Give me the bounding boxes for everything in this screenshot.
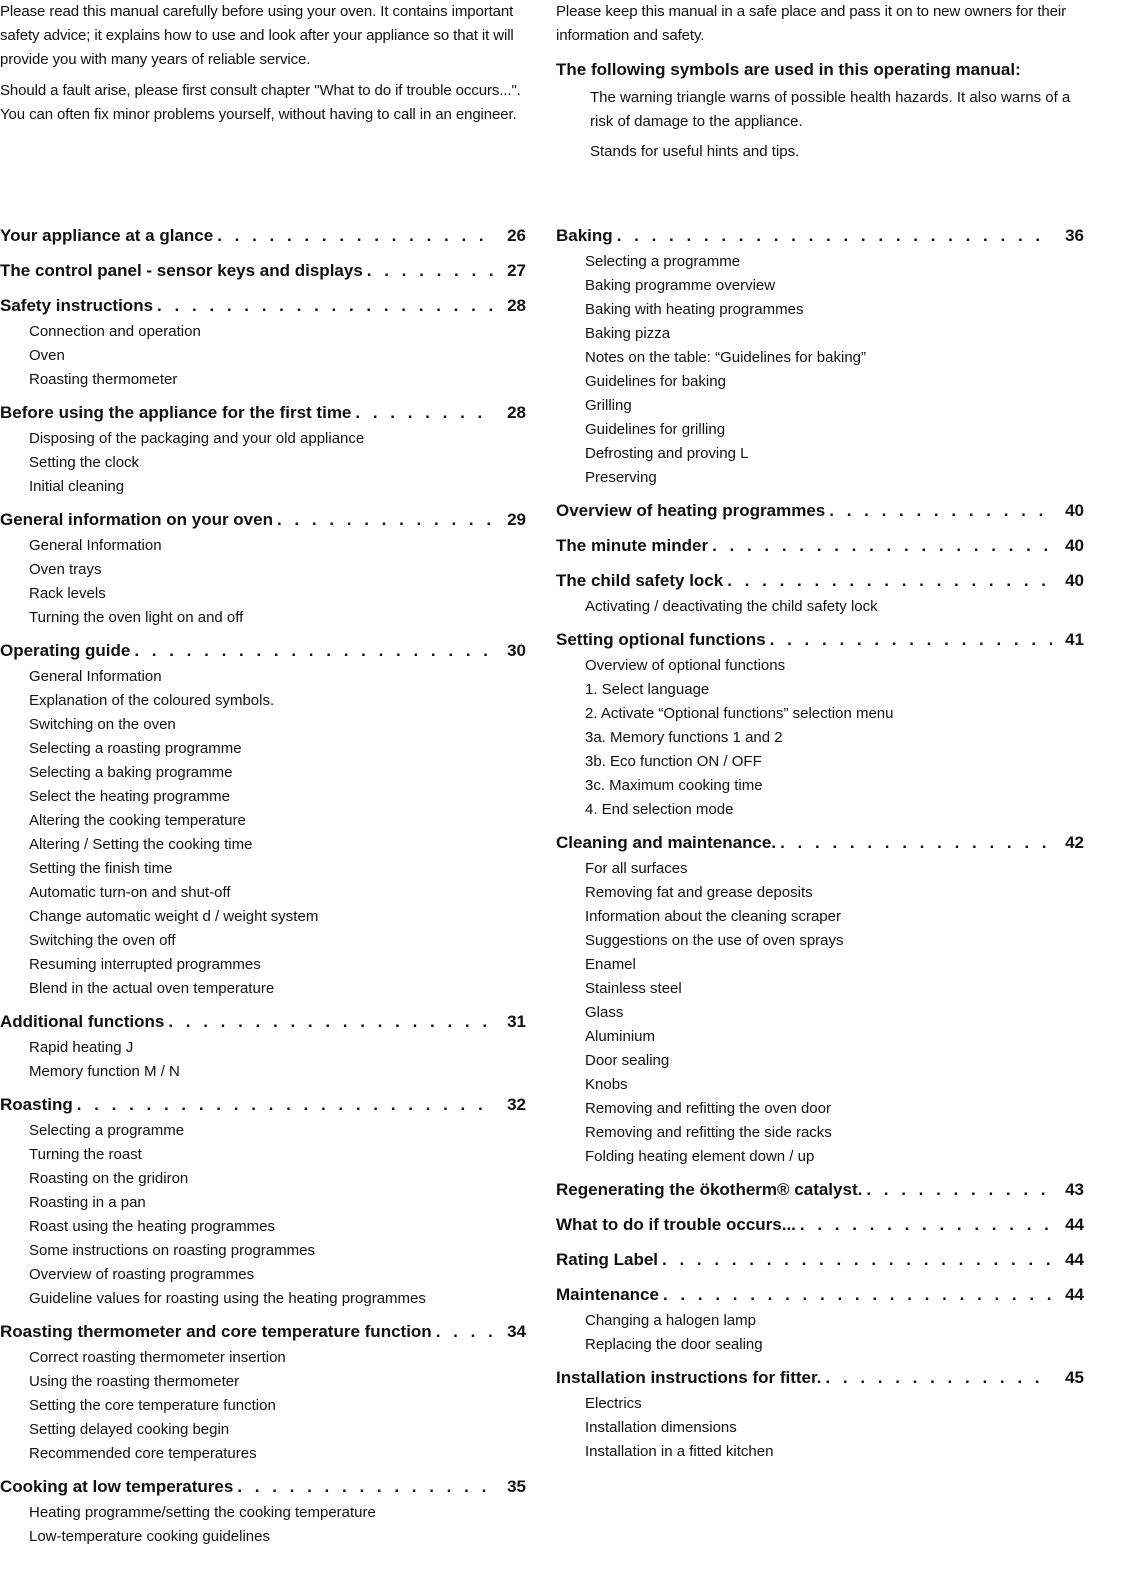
toc-entry <box>0 399 526 499</box>
toc-subentry: Rack levels <box>29 585 106 602</box>
toc-heading <box>0 1091 526 1119</box>
toc-page-number: 30 <box>507 641 526 660</box>
toc-subentry: Initial cleaning <box>29 478 125 495</box>
toc-page-number: 34 <box>507 1322 526 1341</box>
toc-subentry: Explanation of the coloured symbols. <box>29 692 275 709</box>
toc-entry <box>556 567 1084 619</box>
toc-page-number: 40 <box>1065 571 1084 590</box>
toc-subentry: Setting the clock <box>29 454 140 471</box>
dot-leader <box>217 222 494 250</box>
dot-leader <box>157 292 494 320</box>
toc-subentry-list <box>556 595 1084 619</box>
toc-subentry: Altering / Setting the cooking time <box>29 836 253 853</box>
dot-leader <box>617 222 1052 250</box>
toc-entry <box>0 1091 526 1311</box>
toc-page-number: 28 <box>507 296 526 315</box>
toc-heading <box>0 399 526 427</box>
toc-subentry: Grilling <box>585 397 632 414</box>
dot-leader <box>780 829 1052 857</box>
dot-leader <box>77 1091 494 1119</box>
toc-subentry: Recommended core temperatures <box>29 1445 257 1462</box>
toc-entry <box>0 506 526 630</box>
toc-heading-title: The child safety lock <box>556 571 724 590</box>
toc-entry <box>0 222 526 250</box>
toc-heading <box>556 829 1084 857</box>
toc-subentry: Selecting a programme <box>585 253 741 270</box>
toc-subentry: Preserving <box>585 469 657 486</box>
toc-subentry: Removing and refitting the oven door <box>585 1100 831 1117</box>
toc-subentry: Removing fat and grease deposits <box>585 884 813 901</box>
toc-subentry: General Information <box>29 537 162 554</box>
toc-heading-title: Roasting <box>0 1095 73 1114</box>
dot-leader <box>712 532 1052 560</box>
toc-heading <box>556 1211 1084 1239</box>
toc-heading-title: Regenerating the ökotherm® catalyst. <box>556 1180 863 1199</box>
toc-subentry: Guideline values for roasting using the heating programmes <box>29 1290 426 1307</box>
toc-subentry: Setting the finish time <box>29 860 173 877</box>
toc-heading <box>556 1281 1084 1309</box>
toc-subentry: Suggestions on the use of oven sprays <box>585 932 844 949</box>
toc-entry <box>556 1176 1084 1204</box>
toc-subentry: Overview of optional functions <box>585 657 786 674</box>
toc-subentry: Baking programme overview <box>585 277 776 294</box>
dot-leader <box>662 1246 1052 1274</box>
dot-leader <box>825 1364 1052 1392</box>
toc-entry <box>0 292 526 392</box>
toc-subentry-list <box>0 427 526 499</box>
toc-page-number: 35 <box>507 1477 526 1496</box>
toc-subentry-list <box>0 534 526 630</box>
toc-heading-title: What to do if trouble occurs... <box>556 1215 796 1234</box>
dot-leader <box>436 1318 494 1346</box>
toc-entry <box>556 222 1084 490</box>
toc-heading-title: Cleaning and maintenance. <box>556 833 777 852</box>
symbols-heading: The following symbols are used in this operating manual: <box>556 60 1021 79</box>
toc-heading-title: Installation instructions for fitter. <box>556 1368 822 1387</box>
dot-leader <box>770 626 1052 654</box>
toc-heading <box>0 257 526 285</box>
toc-entry <box>0 257 526 285</box>
toc-heading <box>556 567 1084 595</box>
dot-leader <box>367 257 494 285</box>
toc-page-number: 42 <box>1065 833 1084 852</box>
intro-right-column <box>556 0 1096 170</box>
toc-subentry-list <box>556 250 1084 490</box>
toc-subentry: Information about the cleaning scraper <box>585 908 841 925</box>
toc-heading <box>0 1318 526 1346</box>
dot-leader <box>727 567 1052 595</box>
toc-subentry: Changing a halogen lamp <box>585 1312 756 1329</box>
toc-subentry: Setting the core temperature function <box>29 1397 276 1414</box>
toc-subentry: Replacing the door sealing <box>585 1336 763 1353</box>
toc-subentry: Roasting in a pan <box>29 1194 146 1211</box>
toc-subentry-list <box>0 665 526 1001</box>
toc-subentry-list <box>0 1346 526 1466</box>
toc-subentry: Change automatic weight d / weight system <box>29 908 319 925</box>
toc-subentry: Installation in a fitted kitchen <box>585 1443 774 1460</box>
toc-subentry: Select the heating programme <box>29 788 230 805</box>
toc-heading-title: The control panel - sensor keys and displays <box>0 261 363 280</box>
toc-subentry: 4. End selection mode <box>585 801 734 818</box>
toc-subentry: Defrosting and proving L <box>585 445 749 462</box>
toc-subentry: For all surfaces <box>585 860 688 877</box>
toc-heading <box>0 1473 526 1501</box>
hints-tips-note: Stands for useful hints and tips. <box>590 143 800 160</box>
toc-subentry: Electrics <box>585 1395 642 1412</box>
toc-subentry-list <box>556 654 1084 822</box>
toc-subentry: Selecting a roasting programme <box>29 740 242 757</box>
toc-subentry: Guidelines for baking <box>585 373 726 390</box>
toc-subentry: Automatic turn-on and shut-off <box>29 884 231 901</box>
toc-entry <box>556 1281 1084 1357</box>
toc-heading <box>556 222 1084 250</box>
toc-entry <box>0 1318 526 1466</box>
toc-heading-title: Setting optional functions <box>556 630 766 649</box>
toc-entry <box>556 532 1084 560</box>
intro-paragraph: Please read this manual carefully before using your oven. It contains important safety advice; it explains how to use and look after your appliance so that it will provide you with many years of reliable service. <box>0 3 514 68</box>
toc-heading-title: The minute minder <box>556 536 709 555</box>
toc-subentry: 3a. Memory functions 1 and 2 <box>585 729 783 746</box>
toc-entry <box>556 1246 1084 1274</box>
toc-heading-title: General information on your oven <box>0 510 273 529</box>
toc-subentry: Door sealing <box>585 1052 670 1069</box>
toc-page-number: 41 <box>1065 630 1084 649</box>
toc-subentry-list <box>556 1309 1084 1357</box>
toc-heading <box>0 292 526 320</box>
toc-heading <box>556 1176 1084 1204</box>
toc-subentry: Altering the cooking temperature <box>29 812 246 829</box>
toc-subentry: Oven trays <box>29 561 102 578</box>
toc-subentry-list <box>0 1119 526 1311</box>
toc-heading-title: Baking <box>556 226 613 245</box>
toc-subentry: Heating programme/setting the cooking temperature <box>29 1504 376 1521</box>
toc-subentry: Installation dimensions <box>585 1419 737 1436</box>
dot-leader <box>866 1176 1052 1204</box>
toc-subentry-list <box>0 1501 526 1549</box>
toc-entry <box>0 1473 526 1549</box>
toc-page-number: 32 <box>507 1095 526 1114</box>
toc-subentry: Selecting a programme <box>29 1122 185 1139</box>
toc-subentry: Glass <box>585 1004 624 1021</box>
intro-left-column <box>0 0 526 134</box>
toc-entry <box>0 1008 526 1084</box>
toc-heading <box>0 506 526 534</box>
toc-subentry: Roasting on the gridiron <box>29 1170 189 1187</box>
toc-subentry: Stainless steel <box>585 980 682 997</box>
toc-subentry: 3c. Maximum cooking time <box>585 777 763 794</box>
toc-heading-title: Rating Label <box>556 1250 659 1269</box>
toc-page-number: 44 <box>1065 1250 1084 1269</box>
toc-subentry-list <box>556 1392 1084 1464</box>
toc-left-column <box>0 222 526 1556</box>
toc-subentry: Switching the oven off <box>29 932 176 949</box>
keep-manual-note: Please keep this manual in a safe place and pass it on to new owners for their information and safety. <box>556 3 1067 44</box>
toc-subentry: Low-temperature cooking guidelines <box>29 1528 270 1545</box>
toc-subentry: 1. Select language <box>585 681 710 698</box>
toc-subentry: Roasting thermometer <box>29 371 178 388</box>
toc-subentry: Memory function M / N <box>29 1063 180 1080</box>
toc-subentry: Some instructions on roasting programmes <box>29 1242 315 1259</box>
toc-page-number: 45 <box>1065 1368 1084 1387</box>
dot-leader <box>277 506 494 534</box>
toc-heading <box>0 637 526 665</box>
toc-subentry: Rapid heating J <box>29 1039 134 1056</box>
toc-page-number: 26 <box>507 226 526 245</box>
toc-subentry: Turning the roast <box>29 1146 142 1163</box>
toc-subentry: Connection and operation <box>29 323 201 340</box>
toc-subentry: Activating / deactivating the child safety lock <box>585 598 878 615</box>
toc-page-number: 40 <box>1065 501 1084 520</box>
toc-subentry: General Information <box>29 668 162 685</box>
toc-subentry: Aluminium <box>585 1028 656 1045</box>
toc-subentry-list <box>0 320 526 392</box>
toc-subentry: Removing and refitting the side racks <box>585 1124 832 1141</box>
toc-subentry-list <box>556 857 1084 1169</box>
toc-subentry: Using the roasting thermometer <box>29 1373 240 1390</box>
toc-entry <box>556 626 1084 822</box>
toc-entry <box>556 1364 1084 1464</box>
toc-subentry: 2. Activate “Optional functions” selection menu <box>585 705 894 722</box>
toc-subentry: Notes on the table: “Guidelines for baking” <box>585 349 866 366</box>
toc-heading-title: Overview of heating programmes <box>556 501 826 520</box>
toc-subentry: Oven <box>29 347 65 364</box>
toc-heading-title: Cooking at low temperatures <box>0 1477 234 1496</box>
dot-leader <box>829 497 1052 525</box>
dot-leader <box>355 399 494 427</box>
toc-subentry: Disposing of the packaging and your old appliance <box>29 430 365 447</box>
toc-heading <box>556 1364 1084 1392</box>
toc-subentry: Blend in the actual oven temperature <box>29 980 275 997</box>
dot-leader <box>237 1473 494 1501</box>
toc-subentry: Correct roasting thermometer insertion <box>29 1349 286 1366</box>
toc-page-number: 40 <box>1065 536 1084 555</box>
toc-heading <box>0 1008 526 1036</box>
dot-leader <box>663 1281 1052 1309</box>
toc-heading <box>556 626 1084 654</box>
toc-page-number: 36 <box>1065 226 1084 245</box>
toc-page-number: 28 <box>507 403 526 422</box>
toc-heading-title: Before using the appliance for the first time <box>0 403 352 422</box>
toc-heading-title: Operating guide <box>0 641 131 660</box>
toc-subentry: 3b. Eco function ON / OFF <box>585 753 762 770</box>
toc-entry <box>556 829 1084 1169</box>
toc-heading <box>556 532 1084 560</box>
toc-subentry: Selecting a baking programme <box>29 764 233 781</box>
toc-heading-title: Your appliance at a glance <box>0 226 214 245</box>
toc-page-number: 31 <box>507 1012 526 1031</box>
toc-subentry: Knobs <box>585 1076 628 1093</box>
toc-subentry: Turning the oven light on and off <box>29 609 244 626</box>
toc-subentry: Overview of roasting programmes <box>29 1266 255 1283</box>
toc-heading <box>556 497 1084 525</box>
dot-leader <box>800 1211 1052 1239</box>
toc-heading-title: Additional functions <box>0 1012 165 1031</box>
dot-leader <box>134 637 494 665</box>
toc-heading-title: Roasting thermometer and core temperature function <box>0 1322 432 1341</box>
toc-page-number: 44 <box>1065 1285 1084 1304</box>
toc-page-number: 29 <box>507 510 526 529</box>
toc-heading <box>556 1246 1084 1274</box>
toc-subentry: Baking pizza <box>585 325 671 342</box>
intro-paragraph: Should a fault arise, please first consult chapter "What to do if trouble occurs...". You can often fix minor problems yourself, without having to call in an engineer. <box>0 82 521 123</box>
toc-entry <box>556 1211 1084 1239</box>
toc-heading-title: Safety instructions <box>0 296 154 315</box>
dot-leader <box>168 1008 494 1036</box>
toc-entry <box>0 637 526 1001</box>
toc-heading <box>0 222 526 250</box>
toc-subentry-list <box>0 1036 526 1084</box>
toc-subentry: Folding heating element down / up <box>585 1148 815 1165</box>
toc-subentry: Roast using the heating programmes <box>29 1218 275 1235</box>
toc-entry <box>556 497 1084 525</box>
toc-right-column <box>556 222 1084 1471</box>
toc-subentry: Switching on the oven <box>29 716 176 733</box>
toc-page-number: 43 <box>1065 1180 1084 1199</box>
toc-page-number: 44 <box>1065 1215 1084 1234</box>
toc-heading-title: Maintenance <box>556 1285 659 1304</box>
toc-subentry: Setting delayed cooking begin <box>29 1421 230 1438</box>
toc-page-number: 27 <box>507 261 526 280</box>
toc-subentry: Guidelines for grilling <box>585 421 726 438</box>
toc-subentry: Resuming interrupted programmes <box>29 956 261 973</box>
warning-triangle-note: The warning triangle warns of possible health hazards. It also warns of a risk of damage to the appliance. <box>590 89 1071 130</box>
toc-subentry: Enamel <box>585 956 636 973</box>
toc-subentry: Baking with heating programmes <box>585 301 804 318</box>
